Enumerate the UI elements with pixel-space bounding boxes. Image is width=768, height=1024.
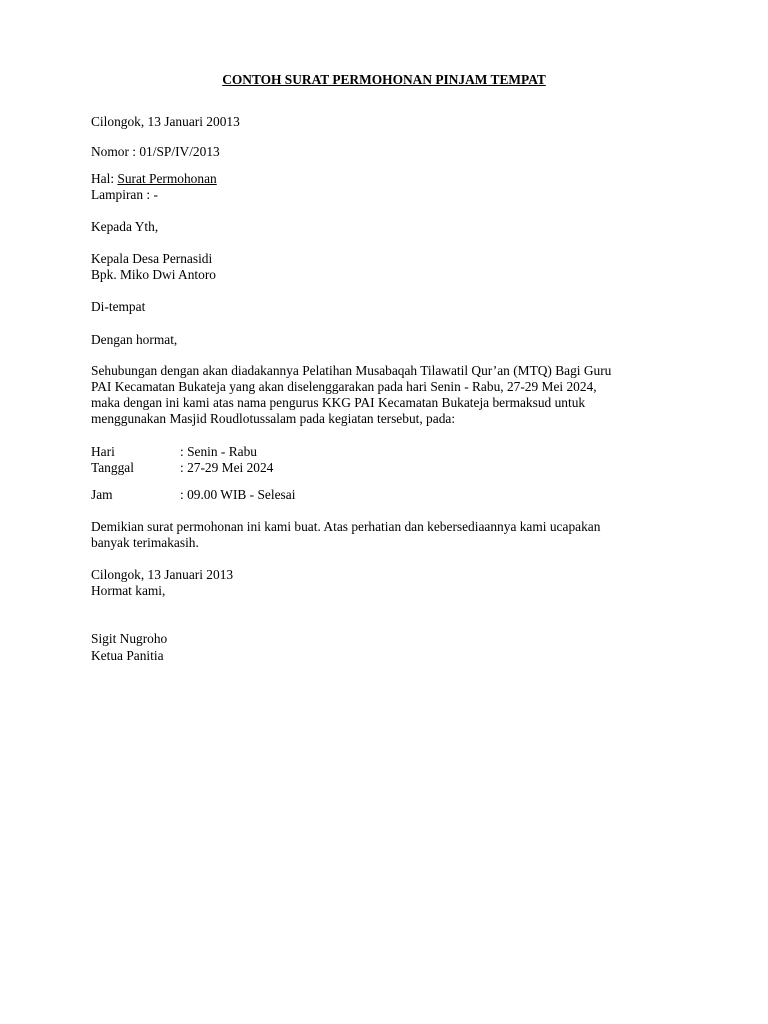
letter-number: Nomor : 01/SP/IV/2013 [91,144,220,159]
schedule-day-label: Hari [91,444,115,459]
body-line: PAI Kecamatan Bukateja yang akan diselenggarakan pada hari Senin - Rabu, 27-29 Mei 2024, [91,379,597,394]
subject-label: Hal: [91,171,118,186]
recipient-name: Bpk. Miko Dwi Antoro [91,267,216,282]
schedule-time-value: : 09.00 WIB - Selesai [180,487,296,502]
schedule-day-value: : Senin - Rabu [180,444,257,459]
closing-line: banyak terimakasih. [91,535,199,550]
subject-value: Surat Permohonan [117,171,217,186]
recipient-title: Kepala Desa Pernasidi [91,251,213,266]
closing-line: Demikian surat permohonan ini kami buat. Atas perhatian dan kebersediaannya kami ucapakan [91,519,601,534]
subject-line [91,171,217,187]
place-date: Cilongok, 13 Januari 20013 [91,114,240,129]
signer-title: Ketua Panitia [91,648,164,663]
letter-title: CONTOH SURAT PERMOHONAN PINJAM TEMPAT [222,72,546,87]
signer-name: Sigit Nugroho [91,631,168,646]
signature-greeting: Hormat kami, [91,583,166,598]
schedule-date-value: : 27-29 Mei 2024 [180,460,274,475]
schedule-date-label: Tanggal [91,460,134,475]
attachment-line: Lampiran : - [91,187,158,202]
addressee-greeting: Kepada Yth, [91,219,159,234]
body-line: Sehubungan dengan akan diadakannya Pelatihan Musabaqah Tilawatil Qur’an (MTQ) Bagi Guru [91,363,612,378]
schedule-time-label: Jam [91,487,113,502]
body-line: menggunakan Masjid Roudlotussalam pada kegiatan tersebut, pada: [91,411,456,426]
recipient-location: Di-tempat [91,299,146,314]
signature-place-date: Cilongok, 13 Januari 2013 [91,567,234,582]
salutation: Dengan hormat, [91,332,178,347]
body-line: maka dengan ini kami atas nama pengurus KKG PAI Kecamatan Bukateja bermaksud untuk [91,395,586,410]
